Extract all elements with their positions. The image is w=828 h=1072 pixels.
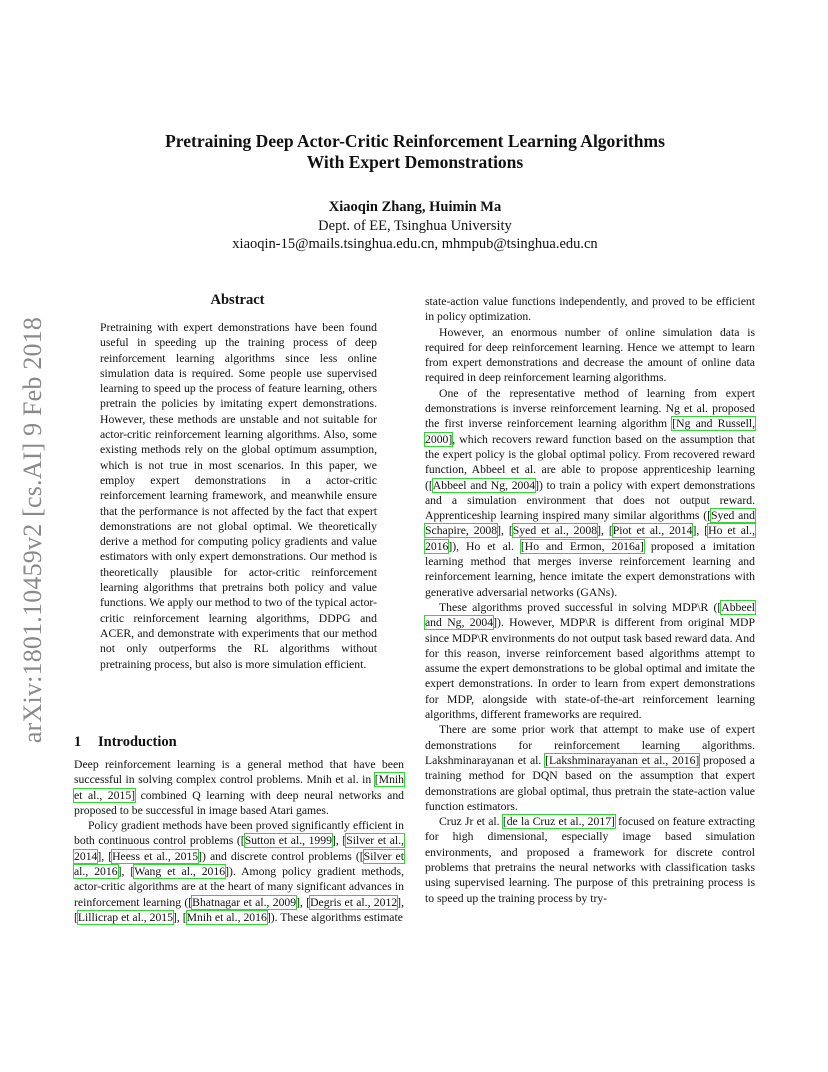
arxiv-id: arXiv:1801.10459v2 [cs.AI] 9 Feb 2018 [18,316,47,744]
section-title: Introduction [98,734,177,750]
text: ]). These algorithms estimate [266,910,403,924]
emails: xiaoqin-15@mails.tsinghua.edu.cn, mhmpub@tsinghua.edu.cn [232,236,598,252]
citation-link[interactable]: Wang et al., 2016 [134,865,226,879]
citation-link[interactable]: Bhatnagar et al., 2009 [192,895,297,909]
citation-link[interactable]: [de la Cruz et al., 2017] [502,815,615,829]
right-column-body [425,294,755,906]
citation-link[interactable]: Syed and Schapire, 2008 [425,509,755,538]
citation-link[interactable]: Abbeel and Ng, 2004 [432,478,536,492]
citation-link[interactable]: [Ng and Russell, 2000] [425,417,756,446]
citation-link[interactable]: Syed et al., 2008 [512,524,598,538]
text: ]) and discrete control problems ([ [198,849,364,863]
text: ], [ [97,849,113,863]
citation-link[interactable]: Sutton et al., 1999 [244,834,332,848]
arxiv-sidebar-stamp [8,300,58,760]
paragraph [425,386,755,600]
text: focused on feature extracting for high dimensional, especially image based simulation environments, and proposed a framework for discrete control problems that pretrains the neural networks with classification tasks using supervised learning. The purpose of this pretraining process is to speed up the training process by try- [425,815,756,905]
abstract-text: Pretraining with expert demonstrations have been found useful in speeding up the training process of deep reinforcement learning algorithms since less online simulation data is required. Some people use supervised learning to speed up the process of feature learning, others pretrain the policies by imitating expert demonstrations. However, these methods are unstable and not suitable for actor-critic reinforcement learning algorithms. Also, some existing methods rely on the global optimum assumption, which is not true in most scenarios. In this paper, we employ expert demonstrations in a actor-critic reinforcement learning framework, and meanwhile ensure that the performance is not affected by the fact that expert demonstrations are not global optimal. We theoretically derive a method for computing policy gradients and value estimators with only expert demonstrations. Our method is theoretically plausible for actor-critic reinforcement learning algorithms that pretrains both policy and value functions. We apply our method to two of the typical actor-critic reinforcement learning algorithms, DDPG and ACER, and demonstrate with experiments that our method not only outperforms the RL algorithms without pretraining process, but also is more simulation efficient. [100,321,377,671]
citation-link[interactable]: Degris et al., 2012 [310,895,398,909]
citation-link[interactable]: Silver et al., 2014 [74,834,404,863]
paragraph [74,818,404,925]
paragraph [425,600,755,722]
citation-link[interactable]: Lillicrap et al., 2015 [77,910,173,924]
citation-link[interactable]: Piot et al., 2014 [612,524,693,538]
abstract-heading: Abstract [210,292,265,308]
text: ], [ [173,910,187,924]
citation-link[interactable]: Silver et al., 2016 [74,849,404,879]
text: ], [ [331,834,347,848]
paper-title [70,131,760,173]
text: ]). Among policy gradient methods, actor-critic algorithms are at the heart of many significant advances in reinforcement learning ([ [74,865,404,909]
text: ], [ [597,524,613,538]
paragraph [425,722,755,814]
citation-link[interactable]: [Ho and Ermon, 2016a] [520,539,644,553]
text: There are some prior work that attempt to make use of expert demonstrations for reinforcement learning algorithms. Lakshminarayanan et al. [425,723,755,767]
title-line-1: Pretraining Deep Actor-Critic Reinforcement Learning Algorithms [165,131,665,151]
text: ]) to train a policy with expert demonstrations and a simulation environment that does not output reward. Apprenticeship learning inspired many similar algorithms ([ [425,478,755,523]
text: ]). However, MDP\R is different from original MDP since MDP\R environments do not output task based reward data. And for this reason, inverse reinforcement based algorithms attempt to assume the expert demonstrations to be global optimal and imitate the expert demonstrations. In order to learn from expert demonstrations for MDP, alongside with state-of-the-art reinforcement learning algorithms, different frameworks are required. [425,616,755,722]
text: Deep reinforcement learning is a general method that have been successful in solving complex control problems. Mnih et al. in [74,758,404,787]
citation-link[interactable]: [Lakshminarayanan et al., 2016] [545,753,700,767]
text: ], [ [296,895,311,909]
text: ], [ [497,524,513,538]
citation-link[interactable]: Ho et al., 2016 [425,524,755,553]
citation-link[interactable]: [Mnih et al., 2015] [74,773,404,802]
citation-link[interactable]: Mnih et al., 2016 [186,910,267,924]
paragraph [74,757,404,818]
authors: Xiaoqin Zhang, Huimin Ma [328,199,502,215]
section-heading-introduction [74,734,177,751]
section-number: 1 [74,734,82,750]
text: Cruz Jr et al. [439,815,503,829]
text: proposed a training method for DQN based on the assumption that expert demonstrations are global optimal, thus pretrain the state-action value function estimators. [425,753,755,813]
text: combined Q learning with deep neural networks and proposed to be successful in image based Atari games. [74,788,405,817]
citation-link[interactable]: Heess et al., 2015 [112,849,199,863]
left-column-body [74,757,404,925]
text: One of the representative method of learning from expert demonstrations is inverse reinforcement learning. Ng et al. proposed the first inverse reinforcement learning algorithm [425,386,755,431]
citation-link[interactable]: Abbeel and Ng, 2004 [425,600,755,630]
text: proposed a imitation learning method that merges inverse reinforcement learning and reinforcement learning, hence imitate the expert demonstrations with generative adversarial networks (GANs). [425,539,755,599]
text: ], [ [692,524,709,538]
text: , which recovers reward function based on the assumption that the expert policy is the global optimal policy. From recovered reward function, Abbeel et al. are able to propose apprenticeship learning ([ [425,432,755,492]
paragraph [425,814,755,906]
title-line-2: With Expert Demonstrations [306,152,524,172]
text: These algorithms proved successful in solving MDP\R ([ [439,600,722,614]
text: ], [ [117,865,135,879]
text: ], [ [74,895,404,924]
paragraph: However, an enormous number of online simulation data is required for deep reinforcement learning. Hence we attempt to learn from expert demonstrations and decrease the amount of online data required in deep reinforcement learning algorithms. [425,325,755,385]
text: Policy gradient methods have been proved significantly efficient in both continuous control problems ([ [74,819,404,848]
paragraph: state-action value functions independently, and proved to be efficient in policy optimization. [425,295,755,324]
affiliation: Dept. of EE, Tsinghua University [318,218,512,234]
text: ]), Ho et al. [448,539,521,553]
